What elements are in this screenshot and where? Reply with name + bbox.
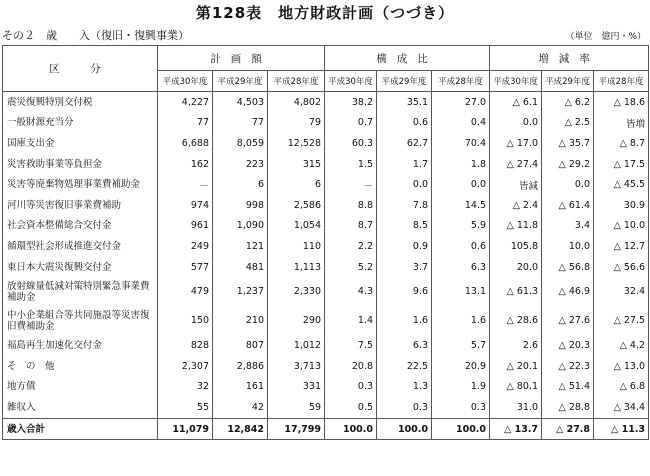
cell-value: △ 11.8 (490, 216, 542, 237)
cell-value: 4,503 (213, 92, 268, 113)
table-row (3, 216, 649, 237)
table-row (3, 174, 649, 195)
cell-value: 0.3 (432, 397, 490, 418)
row-label: 中小企業組合等共同施設等災害復旧費補助金 (3, 306, 158, 335)
cell-value: 1.8 (432, 154, 490, 175)
cell-value: △ 2.5 (542, 113, 594, 134)
cell-value: 2,886 (213, 356, 268, 377)
cell-value: △ 6.8 (594, 377, 649, 398)
header-zogen: 増減率 (490, 46, 649, 71)
finance-table (2, 45, 649, 440)
row-label: 雑収入 (3, 397, 158, 418)
cell-value: △ 17.0 (490, 133, 542, 154)
cell-value: 1,237 (213, 277, 268, 306)
total-row (3, 418, 649, 440)
cell-value: △ 27.4 (490, 154, 542, 175)
cell-value: 8.8 (325, 195, 377, 216)
row-label: そ の 他 (3, 356, 158, 377)
cell-value: 161 (213, 377, 268, 398)
cell-value: 0.9 (377, 236, 432, 257)
cell-value: △ 80.1 (490, 377, 542, 398)
cell-value: △ 20.3 (542, 335, 594, 356)
cell-value: 22.5 (377, 356, 432, 377)
header-kosei: 構成比 (325, 46, 490, 71)
cell-value: 77 (158, 113, 213, 134)
row-label: 災害救助事業等負担金 (3, 154, 158, 175)
cell-value: 100.0 (432, 418, 490, 440)
row-label: 国庫支出金 (3, 133, 158, 154)
cell-value: 5.7 (432, 335, 490, 356)
cell-value: △ 56.8 (542, 257, 594, 278)
header-year: 平成28年度 (268, 71, 325, 92)
header-year: 平成30年度 (325, 71, 377, 92)
table-body (3, 92, 649, 440)
cell-value: 1.3 (377, 377, 432, 398)
cell-value: △ 22.3 (542, 356, 594, 377)
cell-value: 577 (158, 257, 213, 278)
table-row (3, 356, 649, 377)
table-row (3, 377, 649, 398)
row-label: 東日本大震災復興交付金 (3, 257, 158, 278)
cell-value: 4.3 (325, 277, 377, 306)
cell-value: 0.0 (542, 174, 594, 195)
cell-value: 110 (268, 236, 325, 257)
cell-value: 828 (158, 335, 213, 356)
table-row (3, 154, 649, 175)
cell-value: △ 35.7 (542, 133, 594, 154)
cell-value: 0.4 (432, 113, 490, 134)
cell-value: 105.8 (490, 236, 542, 257)
cell-value: △ 20.1 (490, 356, 542, 377)
cell-value: 31.0 (490, 397, 542, 418)
row-label: 震災復興特別交付税 (3, 92, 158, 113)
cell-value: △ 11.3 (594, 418, 649, 440)
cell-value: 0.6 (377, 113, 432, 134)
cell-value: 0.6 (432, 236, 490, 257)
cell-value: 7.5 (325, 335, 377, 356)
cell-value: 6 (268, 174, 325, 195)
cell-value: △ 27.8 (542, 418, 594, 440)
cell-value: 17,799 (268, 418, 325, 440)
cell-value: 974 (158, 195, 213, 216)
row-label: 災害等廃棄物処理事業費補助金 (3, 174, 158, 195)
cell-value: △ 56.6 (594, 257, 649, 278)
cell-value: 20.0 (490, 257, 542, 278)
cell-value: 20.9 (432, 356, 490, 377)
row-label: 社会資本整備総合交付金 (3, 216, 158, 237)
cell-value: 1.5 (325, 154, 377, 175)
table-subtitle: その２ 歳 入（復旧・復興事業） (2, 29, 189, 42)
cell-value: 9.6 (377, 277, 432, 306)
row-label: 放射線量低減対策特別緊急事業費補助金 (3, 277, 158, 306)
header-year: 平成29年度 (213, 71, 268, 92)
cell-value: 11,079 (158, 418, 213, 440)
header-year: 平成30年度 (158, 71, 213, 92)
cell-value: 807 (213, 335, 268, 356)
cell-value: 210 (213, 306, 268, 335)
cell-value: 皆増 (594, 113, 649, 134)
cell-value: 6.3 (377, 335, 432, 356)
cell-value: 1.7 (377, 154, 432, 175)
cell-value: 12,528 (268, 133, 325, 154)
cell-value: 8.7 (325, 216, 377, 237)
row-label: 福島再生加速化交付金 (3, 335, 158, 356)
cell-value: 12,842 (213, 418, 268, 440)
cell-value: 1,012 (268, 335, 325, 356)
cell-value: 1.4 (325, 306, 377, 335)
cell-value: △ 27.5 (594, 306, 649, 335)
cell-value: 3.7 (377, 257, 432, 278)
cell-value: 2.6 (490, 335, 542, 356)
cell-value: 1,113 (268, 257, 325, 278)
cell-value: △ 51.4 (542, 377, 594, 398)
cell-value: 249 (158, 236, 213, 257)
cell-value: △ 12.7 (594, 236, 649, 257)
table-row (3, 397, 649, 418)
table-header (3, 46, 649, 92)
cell-value: 3,713 (268, 356, 325, 377)
cell-value: 331 (268, 377, 325, 398)
cell-value: 1.6 (377, 306, 432, 335)
cell-value: 70.4 (432, 133, 490, 154)
cell-value: △ 61.4 (542, 195, 594, 216)
cell-value: 1.6 (432, 306, 490, 335)
cell-value: △ 34.4 (594, 397, 649, 418)
cell-value: △ 13.7 (490, 418, 542, 440)
cell-value: 10.0 (542, 236, 594, 257)
table-row (3, 113, 649, 134)
cell-value: △ 27.6 (542, 306, 594, 335)
cell-value: 59 (268, 397, 325, 418)
cell-value: 961 (158, 216, 213, 237)
cell-value: 479 (158, 277, 213, 306)
cell-value: 6,688 (158, 133, 213, 154)
row-label: 河川等災害復旧事業費補助 (3, 195, 158, 216)
cell-value: 13.1 (432, 277, 490, 306)
cell-value: 162 (158, 154, 213, 175)
cell-value: 14.5 (432, 195, 490, 216)
cell-value: 150 (158, 306, 213, 335)
cell-value: 0.0 (432, 174, 490, 195)
cell-value: 0.0 (490, 113, 542, 134)
cell-value: 62.7 (377, 133, 432, 154)
table-row (3, 195, 649, 216)
cell-value: 6.3 (432, 257, 490, 278)
cell-value: △ 6.2 (542, 92, 594, 113)
cell-value: △ 10.0 (594, 216, 649, 237)
cell-value: △ 17.5 (594, 154, 649, 175)
cell-value: 皆減 (490, 174, 542, 195)
header-year: 平成30年度 (490, 71, 542, 92)
cell-value: － (158, 174, 213, 195)
table-row (3, 92, 649, 113)
cell-value: 0.7 (325, 113, 377, 134)
cell-value: 481 (213, 257, 268, 278)
cell-value: 0.5 (325, 397, 377, 418)
cell-value: 998 (213, 195, 268, 216)
cell-value: △ 4.2 (594, 335, 649, 356)
cell-value: △ 6.1 (490, 92, 542, 113)
header-kubun: 区 分 (3, 46, 158, 92)
cell-value: △ 61.3 (490, 277, 542, 306)
cell-value: 1.9 (432, 377, 490, 398)
cell-value: 1,090 (213, 216, 268, 237)
table-row (3, 133, 649, 154)
cell-value: 100.0 (377, 418, 432, 440)
cell-value: 3.4 (542, 216, 594, 237)
cell-value: 121 (213, 236, 268, 257)
table-row (3, 277, 649, 306)
cell-value: 5.9 (432, 216, 490, 237)
cell-value: 20.8 (325, 356, 377, 377)
cell-value: 79 (268, 113, 325, 134)
row-label: 地方債 (3, 377, 158, 398)
cell-value: 7.8 (377, 195, 432, 216)
cell-value: 100.0 (325, 418, 377, 440)
cell-value: 6 (213, 174, 268, 195)
header-keikaku: 計画額 (158, 46, 325, 71)
cell-value: 290 (268, 306, 325, 335)
cell-value: 8.5 (377, 216, 432, 237)
cell-value: 0.0 (377, 174, 432, 195)
table-row (3, 335, 649, 356)
cell-value: 2.2 (325, 236, 377, 257)
cell-value: △ 45.5 (594, 174, 649, 195)
cell-value: 8,059 (213, 133, 268, 154)
cell-value: 4,802 (268, 92, 325, 113)
header-year: 平成28年度 (594, 71, 649, 92)
cell-value: 55 (158, 397, 213, 418)
row-label: 歳入合計 (3, 418, 158, 440)
row-label: 一般財源充当分 (3, 113, 158, 134)
cell-value: 4,227 (158, 92, 213, 113)
cell-value: 1,054 (268, 216, 325, 237)
header-year: 平成29年度 (377, 71, 432, 92)
cell-value: △ 13.0 (594, 356, 649, 377)
cell-value: 77 (213, 113, 268, 134)
cell-value: 2,586 (268, 195, 325, 216)
cell-value: 0.3 (377, 397, 432, 418)
table-row (3, 236, 649, 257)
cell-value: 0.3 (325, 377, 377, 398)
header-year: 平成28年度 (432, 71, 490, 92)
cell-value: 2,307 (158, 356, 213, 377)
header-year: 平成29年度 (542, 71, 594, 92)
cell-value: 315 (268, 154, 325, 175)
cell-value: △ 2.4 (490, 195, 542, 216)
cell-value: 42 (213, 397, 268, 418)
cell-value: 32 (158, 377, 213, 398)
cell-value: 223 (213, 154, 268, 175)
cell-value: △ 8.7 (594, 133, 649, 154)
table-title: 第128表 地方財政計画（つづき） (195, 4, 455, 22)
cell-value: － (325, 174, 377, 195)
table-row (3, 306, 649, 335)
cell-value: 5.2 (325, 257, 377, 278)
cell-value: △ 29.2 (542, 154, 594, 175)
cell-value: △ 28.6 (490, 306, 542, 335)
cell-value: 32.4 (594, 277, 649, 306)
table-row (3, 257, 649, 278)
cell-value: 30.9 (594, 195, 649, 216)
cell-value: 2,330 (268, 277, 325, 306)
cell-value: 27.0 (432, 92, 490, 113)
cell-value: △ 46.9 (542, 277, 594, 306)
cell-value: 60.3 (325, 133, 377, 154)
cell-value: △ 18.6 (594, 92, 649, 113)
row-label: 循環型社会形成推進交付金 (3, 236, 158, 257)
cell-value: 38.2 (325, 92, 377, 113)
unit-note: （単位 億円・%） (565, 32, 646, 42)
cell-value: △ 28.8 (542, 397, 594, 418)
cell-value: 35.1 (377, 92, 432, 113)
